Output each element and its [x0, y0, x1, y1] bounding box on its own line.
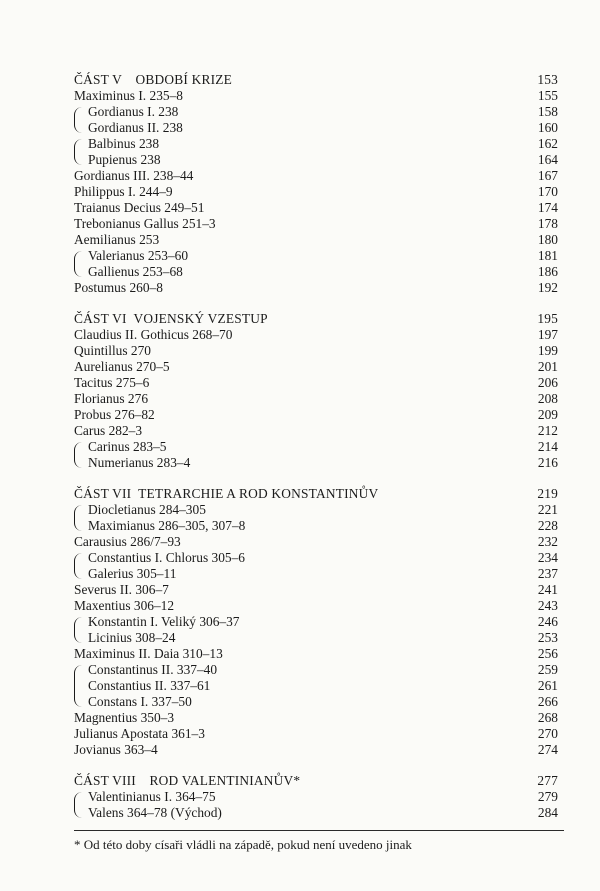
entry-label: Gordianus I. 238	[88, 104, 179, 119]
entry-page-number: 259	[537, 662, 558, 677]
toc-entry	[74, 359, 558, 375]
entry-label: Gordianus III. 238–44	[74, 168, 194, 183]
entry-label: Pupienus 238	[88, 152, 161, 167]
entry-page-number: 228	[537, 518, 558, 533]
toc-entry	[74, 534, 558, 550]
section-title: ČÁST V OBDOBÍ KRIZE	[74, 72, 233, 87]
toc-entry	[74, 120, 558, 136]
entry-page-number: 241	[537, 582, 558, 597]
toc-entry	[74, 407, 558, 423]
entry-label: Maximianus 286–305, 307–8	[88, 518, 246, 533]
entry-page-number: 261	[537, 678, 558, 693]
toc-entry	[74, 136, 558, 152]
section-heading	[74, 486, 558, 502]
entry-label: Traianus Decius 249–51	[74, 200, 205, 215]
section-page-number: 277	[537, 773, 558, 788]
group-bracket	[74, 665, 83, 707]
entry-page-number: 256	[537, 646, 558, 661]
toc-entry	[74, 216, 558, 232]
section-heading	[74, 311, 558, 327]
section-title: ČÁST VII TETRARCHIE A ROD KONSTANTINŮV	[74, 486, 379, 501]
entry-label: Numerianus 283–4	[88, 455, 191, 470]
entry-label: Julianus Apostata 361–3	[74, 726, 205, 741]
toc-entry	[74, 423, 558, 439]
entry-label: Constantius II. 337–61	[88, 678, 211, 693]
section-page-number: 195	[537, 311, 558, 326]
entry-label: Galerius 305–11	[88, 566, 177, 581]
toc-entry	[74, 104, 558, 120]
group-bracket	[74, 617, 83, 643]
group-bracket	[74, 442, 83, 468]
toc-entry	[74, 726, 558, 742]
entry-page-number: 208	[537, 391, 558, 406]
toc-entry	[74, 455, 558, 471]
toc-entry	[74, 518, 558, 534]
entry-page-number: 232	[537, 534, 558, 549]
entry-label: Philippus I. 244–9	[74, 184, 173, 199]
entry-label: Carinus 283–5	[88, 439, 167, 454]
toc-entry	[74, 630, 558, 646]
entry-page-number: 266	[537, 694, 558, 709]
entry-page-number: 199	[537, 343, 558, 358]
toc-entry	[74, 343, 558, 359]
entry-page-number: 162	[537, 136, 558, 151]
entry-page-number: 167	[537, 168, 558, 183]
entry-page-number: 197	[537, 327, 558, 342]
entry-label: Trebonianus Gallus 251–3	[74, 216, 216, 231]
entry-page-number: 206	[537, 375, 558, 390]
entry-label: Maximinus II. Daia 310–13	[74, 646, 223, 661]
toc-sections	[74, 72, 558, 836]
section-page-number: 153	[537, 72, 558, 87]
entry-label: Severus II. 306–7	[74, 582, 169, 597]
toc-entry	[74, 280, 558, 296]
toc-entry	[74, 582, 558, 598]
section-title: ČÁST VIII ROD VALENTINIANŮV*	[74, 773, 301, 788]
entry-page-number: 186	[537, 264, 558, 279]
entry-label: Carausius 286/7–93	[74, 534, 181, 549]
entry-page-number: 214	[537, 439, 558, 454]
group-bracket	[74, 107, 83, 133]
entry-label: Claudius II. Gothicus 268–70	[74, 327, 233, 342]
toc-section	[74, 72, 558, 296]
entry-page-number: 212	[537, 423, 558, 438]
group-bracket	[74, 792, 83, 818]
entry-page-number: 246	[537, 614, 558, 629]
toc-entry	[74, 694, 558, 710]
group-bracket	[74, 139, 83, 165]
entry-label: Carus 282–3	[74, 423, 143, 438]
group-bracket	[74, 251, 83, 277]
entry-label: Maximinus I. 235–8	[74, 88, 183, 103]
entry-page-number: 243	[537, 598, 558, 613]
entry-label: Valerianus 253–60	[88, 248, 189, 263]
section-page-number: 219	[537, 486, 558, 501]
entry-page-number: 216	[537, 455, 558, 470]
entry-label: Valentinianus I. 364–75	[88, 789, 216, 804]
entry-label: Maxentius 306–12	[74, 598, 175, 613]
entry-page-number: 279	[537, 789, 558, 804]
entry-label: Aurelianus 270–5	[74, 359, 170, 374]
toc-entry	[74, 184, 558, 200]
toc-entry	[74, 710, 558, 726]
entry-page-number: 180	[537, 232, 558, 247]
entry-page-number: 221	[537, 502, 558, 517]
entry-page-number: 158	[537, 104, 558, 119]
entry-label: Licinius 308–24	[88, 630, 176, 645]
toc-entry	[74, 232, 558, 248]
entry-label: Gordianus II. 238	[88, 120, 183, 135]
entry-page-number: 160	[537, 120, 558, 135]
entry-page-number: 181	[537, 248, 558, 263]
entry-page-number: 253	[537, 630, 558, 645]
entry-label: Jovianus 363–4	[74, 742, 158, 757]
entry-page-number: 174	[537, 200, 558, 215]
entry-page-number: 234	[537, 550, 558, 565]
group-bracket	[74, 505, 83, 531]
entry-label: Diocletianus 284–305	[88, 502, 206, 517]
entry-label: Aemilianus 253	[74, 232, 160, 247]
entry-label: Constantius I. Chlorus 305–6	[88, 550, 245, 565]
toc-entry	[74, 566, 558, 582]
entry-page-number: 284	[537, 805, 558, 820]
toc-entry	[74, 439, 558, 455]
toc-entry	[74, 805, 558, 821]
entry-label: Probus 276–82	[74, 407, 155, 422]
toc-entry	[74, 789, 558, 805]
entry-label: Valens 364–78 (Východ)	[88, 805, 222, 820]
footnote: * Od této doby císaři vládli na západě, pokud není uvedeno jinak	[74, 837, 412, 852]
entry-page-number: 268	[537, 710, 558, 725]
toc-entry	[74, 391, 558, 407]
toc-entry	[74, 88, 558, 104]
entry-page-number: 270	[537, 726, 558, 741]
toc-entry	[74, 327, 558, 343]
toc-entry	[74, 742, 558, 758]
entry-label: Balbinus 238	[88, 136, 160, 151]
toc-entry	[74, 502, 558, 518]
toc-entry	[74, 152, 558, 168]
footnote-divider	[74, 830, 564, 831]
entry-label: Florianus 276	[74, 391, 149, 406]
toc-entry	[74, 264, 558, 280]
entry-page-number: 192	[537, 280, 558, 295]
toc-section	[74, 773, 558, 821]
group-bracket	[74, 553, 83, 579]
toc-entry	[74, 168, 558, 184]
toc-entry	[74, 598, 558, 614]
entry-page-number: 209	[537, 407, 558, 422]
toc-entry	[74, 375, 558, 391]
entry-page-number: 164	[537, 152, 558, 167]
toc-entry	[74, 646, 558, 662]
entry-label: Postumus 260–8	[74, 280, 163, 295]
entry-page-number: 178	[537, 216, 558, 231]
toc-entry	[74, 614, 558, 630]
entry-label: Constans I. 337–50	[88, 694, 192, 709]
section-title: ČÁST VI VOJENSKÝ VZESTUP	[74, 311, 268, 326]
toc-entry	[74, 662, 558, 678]
entry-label: Magnentius 350–3	[74, 710, 175, 725]
section-heading	[74, 72, 558, 88]
toc-section	[74, 311, 558, 471]
entry-label: Konstantin I. Veliký 306–37	[88, 614, 240, 629]
entry-page-number: 201	[537, 359, 558, 374]
section-heading	[74, 773, 558, 789]
entry-page-number: 170	[537, 184, 558, 199]
entry-label: Gallienus 253–68	[88, 264, 183, 279]
entry-page-number: 155	[537, 88, 558, 103]
entry-page-number: 237	[537, 566, 558, 581]
toc-entry	[74, 248, 558, 264]
toc-entry	[74, 678, 558, 694]
entry-label: Constantinus II. 337–40	[88, 662, 218, 677]
toc-entry	[74, 550, 558, 566]
toc-section	[74, 486, 558, 758]
toc-entry	[74, 200, 558, 216]
entry-page-number: 274	[537, 742, 558, 757]
entry-label: Quintillus 270	[74, 343, 152, 358]
entry-label: Tacitus 275–6	[74, 375, 150, 390]
